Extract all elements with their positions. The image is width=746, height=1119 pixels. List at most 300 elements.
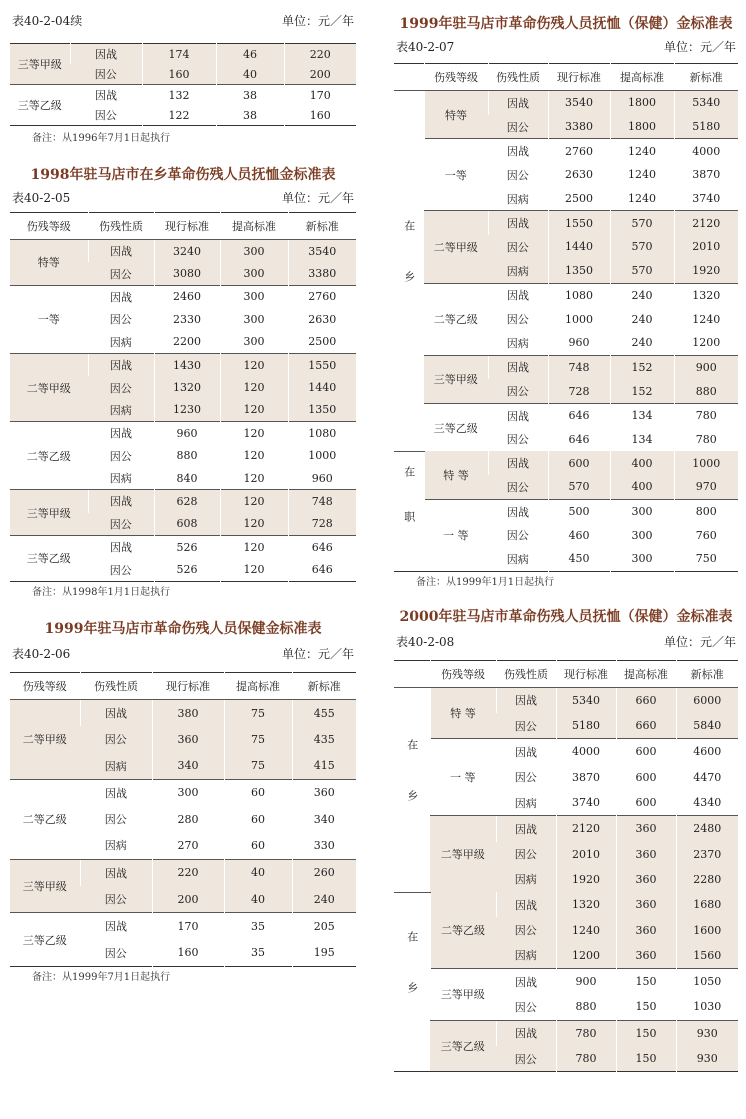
- header-cell: 提高标准: [224, 672, 292, 699]
- header-cell: 伤残等级: [10, 672, 80, 699]
- nature-cell: 因战: [488, 211, 548, 235]
- value-cell: 1600: [676, 917, 738, 942]
- nature-cell: 因病: [496, 867, 556, 892]
- header-row: [10, 213, 356, 240]
- nature-cell: 因战: [70, 85, 142, 106]
- grade-cell: 一等: [424, 139, 488, 211]
- value-cell: 4000: [556, 739, 616, 765]
- table-04-meta: [10, 13, 356, 29]
- value-cell: 122: [142, 105, 216, 126]
- value-cell: 240: [610, 307, 674, 331]
- value-cell: 75: [224, 699, 292, 726]
- grade-cell: 二等甲级: [10, 353, 88, 421]
- table-row: [394, 499, 738, 523]
- table-row: [10, 699, 356, 726]
- value-cell: 38: [216, 85, 284, 106]
- value-cell: 1240: [556, 917, 616, 942]
- value-cell: 150: [616, 969, 676, 995]
- value-cell: 455: [292, 699, 356, 726]
- value-cell: 1320: [556, 892, 616, 917]
- value-cell: 435: [292, 726, 356, 752]
- value-cell: 170: [284, 85, 356, 106]
- value-cell: 360: [616, 917, 676, 942]
- value-cell: 1000: [288, 445, 356, 467]
- nature-cell: 因战: [496, 687, 556, 713]
- nature-cell: 因公: [506, 433, 529, 447]
- table-row: [394, 816, 738, 842]
- value-cell: 780: [674, 428, 738, 452]
- value-cell: 1000: [548, 307, 610, 331]
- value-cell: 300: [220, 262, 288, 285]
- value-cell: 330: [292, 832, 356, 859]
- value-cell: 1320: [674, 283, 738, 307]
- value-cell: 1240: [610, 163, 674, 187]
- value-cell: 600: [616, 739, 676, 765]
- value-cell: 120: [220, 513, 288, 536]
- header-cell: 伤残等级: [424, 64, 488, 91]
- header-row: [10, 672, 356, 699]
- value-cell: 1550: [288, 353, 356, 376]
- nature-cell: 因公: [496, 842, 556, 867]
- grade-cell: 二等乙级: [424, 283, 488, 355]
- value-cell: 300: [220, 331, 288, 354]
- value-cell: 120: [220, 467, 288, 490]
- table-note: 备注：从1996年7月1日起执行: [32, 133, 171, 144]
- value-cell: 132: [142, 85, 216, 106]
- nature-cell: 因战: [70, 44, 142, 65]
- value-cell: 380: [152, 699, 224, 726]
- table-row: [394, 283, 738, 307]
- table-06-block: [10, 618, 356, 985]
- nature-cell: 因公: [488, 235, 548, 259]
- value-cell: 1050: [676, 969, 738, 995]
- value-cell: 300: [220, 308, 288, 330]
- table-06-meta: [10, 646, 356, 662]
- grade-cell: 二等乙级: [10, 422, 88, 490]
- value-cell: 270: [152, 832, 224, 859]
- value-cell: 880: [556, 994, 616, 1020]
- value-cell: 4000: [674, 139, 738, 163]
- nature-cell: 因公: [109, 563, 132, 577]
- value-cell: 2330: [154, 308, 220, 330]
- value-cell: 3240: [154, 240, 220, 263]
- value-cell: 5180: [556, 713, 616, 739]
- value-cell: 1800: [610, 91, 674, 115]
- grade-cell: 三等甲级: [10, 859, 80, 913]
- nature-cell: 因战: [488, 451, 548, 475]
- header-cell: 伤残性质: [488, 64, 548, 91]
- value-cell: 1080: [548, 283, 610, 307]
- value-cell: 900: [556, 969, 616, 995]
- value-cell: 38: [216, 105, 284, 126]
- table-06: [10, 672, 356, 967]
- value-cell: 120: [220, 376, 288, 398]
- value-cell: 728: [288, 513, 356, 536]
- nature-cell: 因战: [80, 859, 152, 886]
- nature-cell: 因公: [506, 313, 529, 327]
- table-row: [394, 687, 738, 713]
- table-title: 1999年驻马店市革命伤残人员保健金标准表: [44, 620, 322, 637]
- table-unit: 单位：元／年: [663, 634, 736, 649]
- nature-cell: 因战: [88, 285, 154, 308]
- header-cell: 提高标准: [610, 64, 674, 91]
- value-cell: 240: [610, 331, 674, 355]
- value-cell: 880: [674, 379, 738, 403]
- grade-cell: 三等乙级: [10, 536, 88, 582]
- nature-cell: 因战: [496, 969, 556, 995]
- header-row: [394, 64, 738, 91]
- nature-cell: 因战: [488, 403, 548, 427]
- value-cell: 300: [220, 285, 288, 308]
- left-column: [10, 0, 356, 985]
- table-08: [394, 660, 738, 1072]
- nature-cell: 因公: [88, 513, 154, 536]
- nature-cell: 因公: [109, 449, 132, 463]
- header-cell: [394, 64, 424, 91]
- nature-cell: 因战: [88, 536, 154, 559]
- value-cell: 1440: [288, 376, 356, 398]
- value-cell: 220: [284, 44, 356, 65]
- value-cell: 2760: [548, 139, 610, 163]
- value-cell: 1200: [674, 331, 738, 355]
- table-code: 表40-2-06: [12, 646, 71, 661]
- nature-cell: 因公: [488, 475, 548, 499]
- grade-cell: 一 等: [430, 739, 496, 816]
- grade-cell: 特 等: [424, 451, 488, 499]
- value-cell: 1030: [676, 994, 738, 1020]
- value-cell: 134: [610, 428, 674, 452]
- grade-cell: 二等乙级: [430, 892, 496, 968]
- nature-cell: 因战: [496, 892, 556, 917]
- header-cell: 现行标准: [154, 213, 220, 240]
- value-cell: 400: [610, 475, 674, 499]
- value-cell: 120: [220, 399, 288, 422]
- table-05-block: [10, 164, 356, 600]
- table-note: 备注：从1999年7月1日起执行: [32, 971, 171, 983]
- table-title: 1998年驻马店市在乡革命伤残人员抚恤金标准表: [30, 167, 336, 183]
- grade-cell: 二等甲级: [430, 816, 496, 892]
- value-cell: 2010: [556, 842, 616, 867]
- table-code: 表40-2-08: [396, 634, 455, 649]
- value-cell: 152: [610, 379, 674, 403]
- value-cell: 35: [224, 913, 292, 940]
- grade-cell: 二等乙级: [10, 779, 80, 859]
- value-cell: 120: [220, 353, 288, 376]
- table-row: [10, 353, 356, 376]
- value-cell: 960: [288, 467, 356, 490]
- nature-cell: 因病: [496, 943, 556, 969]
- value-cell: 1240: [674, 307, 738, 331]
- nature-cell: 因战: [88, 353, 154, 376]
- value-cell: 970: [674, 475, 738, 499]
- value-cell: 75: [224, 726, 292, 752]
- nature-cell: 因战: [88, 422, 154, 445]
- value-cell: 5340: [674, 91, 738, 115]
- value-cell: 40: [224, 859, 292, 886]
- nature-cell: 因公: [104, 813, 127, 827]
- nature-cell: 因战: [488, 499, 548, 523]
- nature-cell: 因病: [104, 839, 127, 853]
- value-cell: 2630: [288, 308, 356, 330]
- value-cell: 3540: [548, 91, 610, 115]
- value-cell: 748: [548, 355, 610, 379]
- table-unit: 单位：元／年: [281, 191, 354, 205]
- value-cell: 300: [610, 547, 674, 571]
- value-cell: 60: [224, 806, 292, 832]
- value-cell: 2120: [556, 816, 616, 842]
- value-cell: 960: [548, 331, 610, 355]
- table-row: [394, 139, 738, 163]
- header-cell: [394, 660, 430, 687]
- value-cell: 2630: [548, 163, 610, 187]
- table-04: [10, 43, 356, 126]
- value-cell: 40: [216, 64, 284, 85]
- value-cell: 1800: [610, 115, 674, 139]
- table-05: [10, 212, 356, 582]
- nature-cell: 因公: [496, 713, 556, 739]
- nature-cell: 因公: [488, 115, 548, 139]
- grade-cell: 一等: [10, 285, 88, 353]
- value-cell: 150: [616, 1046, 676, 1072]
- table-row: [394, 739, 738, 765]
- value-cell: 3380: [288, 262, 356, 285]
- value-cell: 2280: [676, 867, 738, 892]
- table-row: [394, 969, 738, 995]
- value-cell: 5840: [676, 713, 738, 739]
- value-cell: 660: [616, 687, 676, 713]
- value-cell: 3740: [556, 790, 616, 816]
- value-cell: 120: [220, 422, 288, 445]
- value-cell: 4600: [676, 739, 738, 765]
- value-cell: 300: [220, 240, 288, 263]
- value-cell: 340: [292, 806, 356, 832]
- table-07: [394, 63, 738, 572]
- nature-cell: 因战: [80, 699, 152, 726]
- header-cell: 现行标准: [556, 660, 616, 687]
- value-cell: 1000: [674, 451, 738, 475]
- value-cell: 646: [288, 558, 356, 581]
- grade-cell: 一 等: [424, 499, 488, 571]
- value-cell: 300: [152, 779, 224, 806]
- value-cell: 2120: [674, 211, 738, 235]
- value-cell: 46: [216, 44, 284, 65]
- value-cell: 2760: [288, 285, 356, 308]
- nature-cell: 因战: [496, 816, 556, 842]
- table-row: [10, 85, 356, 106]
- value-cell: 2460: [154, 285, 220, 308]
- nature-cell: 因公: [80, 886, 152, 913]
- value-cell: 360: [616, 892, 676, 917]
- nature-cell: 因战: [88, 490, 154, 513]
- header-cell: 现行标准: [152, 672, 224, 699]
- value-cell: 3740: [674, 187, 738, 211]
- value-cell: 152: [610, 355, 674, 379]
- section-label-text: 在乡: [405, 930, 419, 1033]
- header-cell: 伤残性质: [80, 672, 152, 699]
- value-cell: 360: [152, 726, 224, 752]
- value-cell: 360: [292, 779, 356, 806]
- table-row: [394, 355, 738, 379]
- nature-cell: 因病: [109, 335, 132, 349]
- nature-cell: 因病: [506, 192, 529, 206]
- value-cell: 160: [152, 940, 224, 967]
- value-cell: 780: [556, 1020, 616, 1046]
- nature-cell: 因公: [109, 313, 132, 327]
- nature-cell: 因战: [496, 1020, 556, 1046]
- header-row: [394, 660, 738, 687]
- grade-cell: 二等甲级: [424, 211, 488, 283]
- table-row: [10, 490, 356, 513]
- value-cell: 200: [284, 64, 356, 85]
- header-cell: 新标准: [288, 213, 356, 240]
- nature-cell: 因病: [514, 796, 537, 810]
- table-row: [394, 892, 738, 917]
- value-cell: 195: [292, 940, 356, 967]
- value-cell: 170: [152, 913, 224, 940]
- nature-cell: 因战: [488, 283, 548, 307]
- value-cell: 120: [220, 558, 288, 581]
- table-07-meta: [394, 39, 738, 55]
- value-cell: 120: [220, 490, 288, 513]
- value-cell: 930: [676, 1020, 738, 1046]
- table-row: [10, 913, 356, 940]
- value-cell: 340: [152, 752, 224, 779]
- nature-cell: 因战: [488, 355, 548, 379]
- value-cell: 660: [616, 713, 676, 739]
- value-cell: 2370: [676, 842, 738, 867]
- table-unit: 单位：元／年: [663, 40, 736, 54]
- grade-cell: 三等甲级: [430, 969, 496, 1021]
- grade-cell: 二等甲级: [10, 699, 80, 779]
- nature-cell: 因公: [514, 1000, 537, 1014]
- value-cell: 4470: [676, 765, 738, 790]
- nature-cell: 因战: [80, 913, 152, 940]
- section-label-text: 在乡: [402, 219, 416, 322]
- grade-cell: 三等乙级: [424, 403, 488, 451]
- table-code: 表40-2-05: [12, 191, 71, 205]
- header-cell: 伤残等级: [430, 660, 496, 687]
- section-label-text: 在乡: [405, 738, 419, 841]
- value-cell: 646: [548, 403, 610, 427]
- value-cell: 300: [610, 499, 674, 523]
- nature-cell: 因战: [80, 779, 152, 806]
- section-label: [394, 687, 430, 892]
- value-cell: 500: [548, 499, 610, 523]
- value-cell: 646: [288, 536, 356, 559]
- value-cell: 1080: [288, 422, 356, 445]
- value-cell: 4340: [676, 790, 738, 816]
- table-row: [10, 779, 356, 806]
- table-08-block: [394, 606, 738, 1072]
- nature-cell: 因公: [496, 917, 556, 942]
- value-cell: 260: [292, 859, 356, 886]
- nature-cell: 因公: [506, 529, 529, 543]
- table-row: [10, 859, 356, 886]
- grade-cell: 三等乙级: [430, 1020, 496, 1072]
- table-row: [10, 44, 356, 65]
- table-unit: 单位：元／年: [281, 646, 354, 661]
- nature-cell: 因病: [109, 472, 132, 486]
- table-08-meta: [394, 634, 738, 650]
- header-cell: 现行标准: [548, 64, 610, 91]
- value-cell: 1430: [154, 353, 220, 376]
- value-cell: 1350: [548, 259, 610, 283]
- value-cell: 280: [152, 806, 224, 832]
- section-label: [394, 892, 430, 1072]
- grade-cell: 三等甲级: [10, 490, 88, 536]
- table-unit: 单位：元／年: [281, 14, 354, 28]
- value-cell: 1240: [610, 187, 674, 211]
- value-cell: 3870: [556, 765, 616, 790]
- value-cell: 300: [610, 523, 674, 547]
- value-cell: 160: [142, 64, 216, 85]
- nature-cell: 因公: [496, 1046, 556, 1072]
- value-cell: 600: [548, 451, 610, 475]
- header-cell: 新标准: [292, 672, 356, 699]
- value-cell: 160: [284, 105, 356, 126]
- header-cell: 新标准: [676, 660, 738, 687]
- value-cell: 646: [548, 428, 610, 452]
- value-cell: 748: [288, 490, 356, 513]
- value-cell: 3540: [288, 240, 356, 263]
- nature-cell: 因公: [506, 168, 529, 182]
- nature-cell: 因病: [488, 259, 548, 283]
- value-cell: 2480: [676, 816, 738, 842]
- value-cell: 780: [556, 1046, 616, 1072]
- right-column: [394, 0, 738, 1072]
- value-cell: 40: [224, 886, 292, 913]
- nature-cell: 因公: [488, 379, 548, 403]
- value-cell: 800: [674, 499, 738, 523]
- table-07-block: [394, 13, 738, 590]
- value-cell: 1560: [676, 943, 738, 969]
- value-cell: 450: [548, 547, 610, 571]
- nature-cell: 因病: [88, 399, 154, 422]
- value-cell: 780: [674, 403, 738, 427]
- value-cell: 400: [610, 451, 674, 475]
- value-cell: 360: [616, 842, 676, 867]
- value-cell: 628: [154, 490, 220, 513]
- value-cell: 460: [548, 523, 610, 547]
- value-cell: 360: [616, 943, 676, 969]
- table-note: 备注：从1999年1月1日起执行: [416, 576, 555, 588]
- value-cell: 900: [674, 355, 738, 379]
- value-cell: 1920: [556, 867, 616, 892]
- grade-cell: 特 等: [430, 687, 496, 739]
- value-cell: 120: [220, 536, 288, 559]
- value-cell: 2500: [288, 331, 356, 354]
- value-cell: 174: [142, 44, 216, 65]
- nature-cell: 因战: [488, 139, 548, 163]
- table-row: [394, 1020, 738, 1046]
- value-cell: 750: [674, 547, 738, 571]
- table-row: [10, 536, 356, 559]
- value-cell: 570: [610, 211, 674, 235]
- value-cell: 2200: [154, 331, 220, 354]
- value-cell: 608: [154, 513, 220, 536]
- value-cell: 60: [224, 779, 292, 806]
- nature-cell: 因病: [506, 336, 529, 350]
- value-cell: 240: [292, 886, 356, 913]
- value-cell: 200: [152, 886, 224, 913]
- table-code: 表40-2-07: [396, 40, 455, 54]
- grade-cell: 三等乙级: [10, 85, 70, 126]
- table-title: 1999年驻马店市革命伤残人员抚恤（保健）金标准表: [399, 16, 733, 32]
- table-04-block: [10, 13, 356, 146]
- value-cell: 205: [292, 913, 356, 940]
- value-cell: 2500: [548, 187, 610, 211]
- nature-cell: 因公: [94, 109, 117, 122]
